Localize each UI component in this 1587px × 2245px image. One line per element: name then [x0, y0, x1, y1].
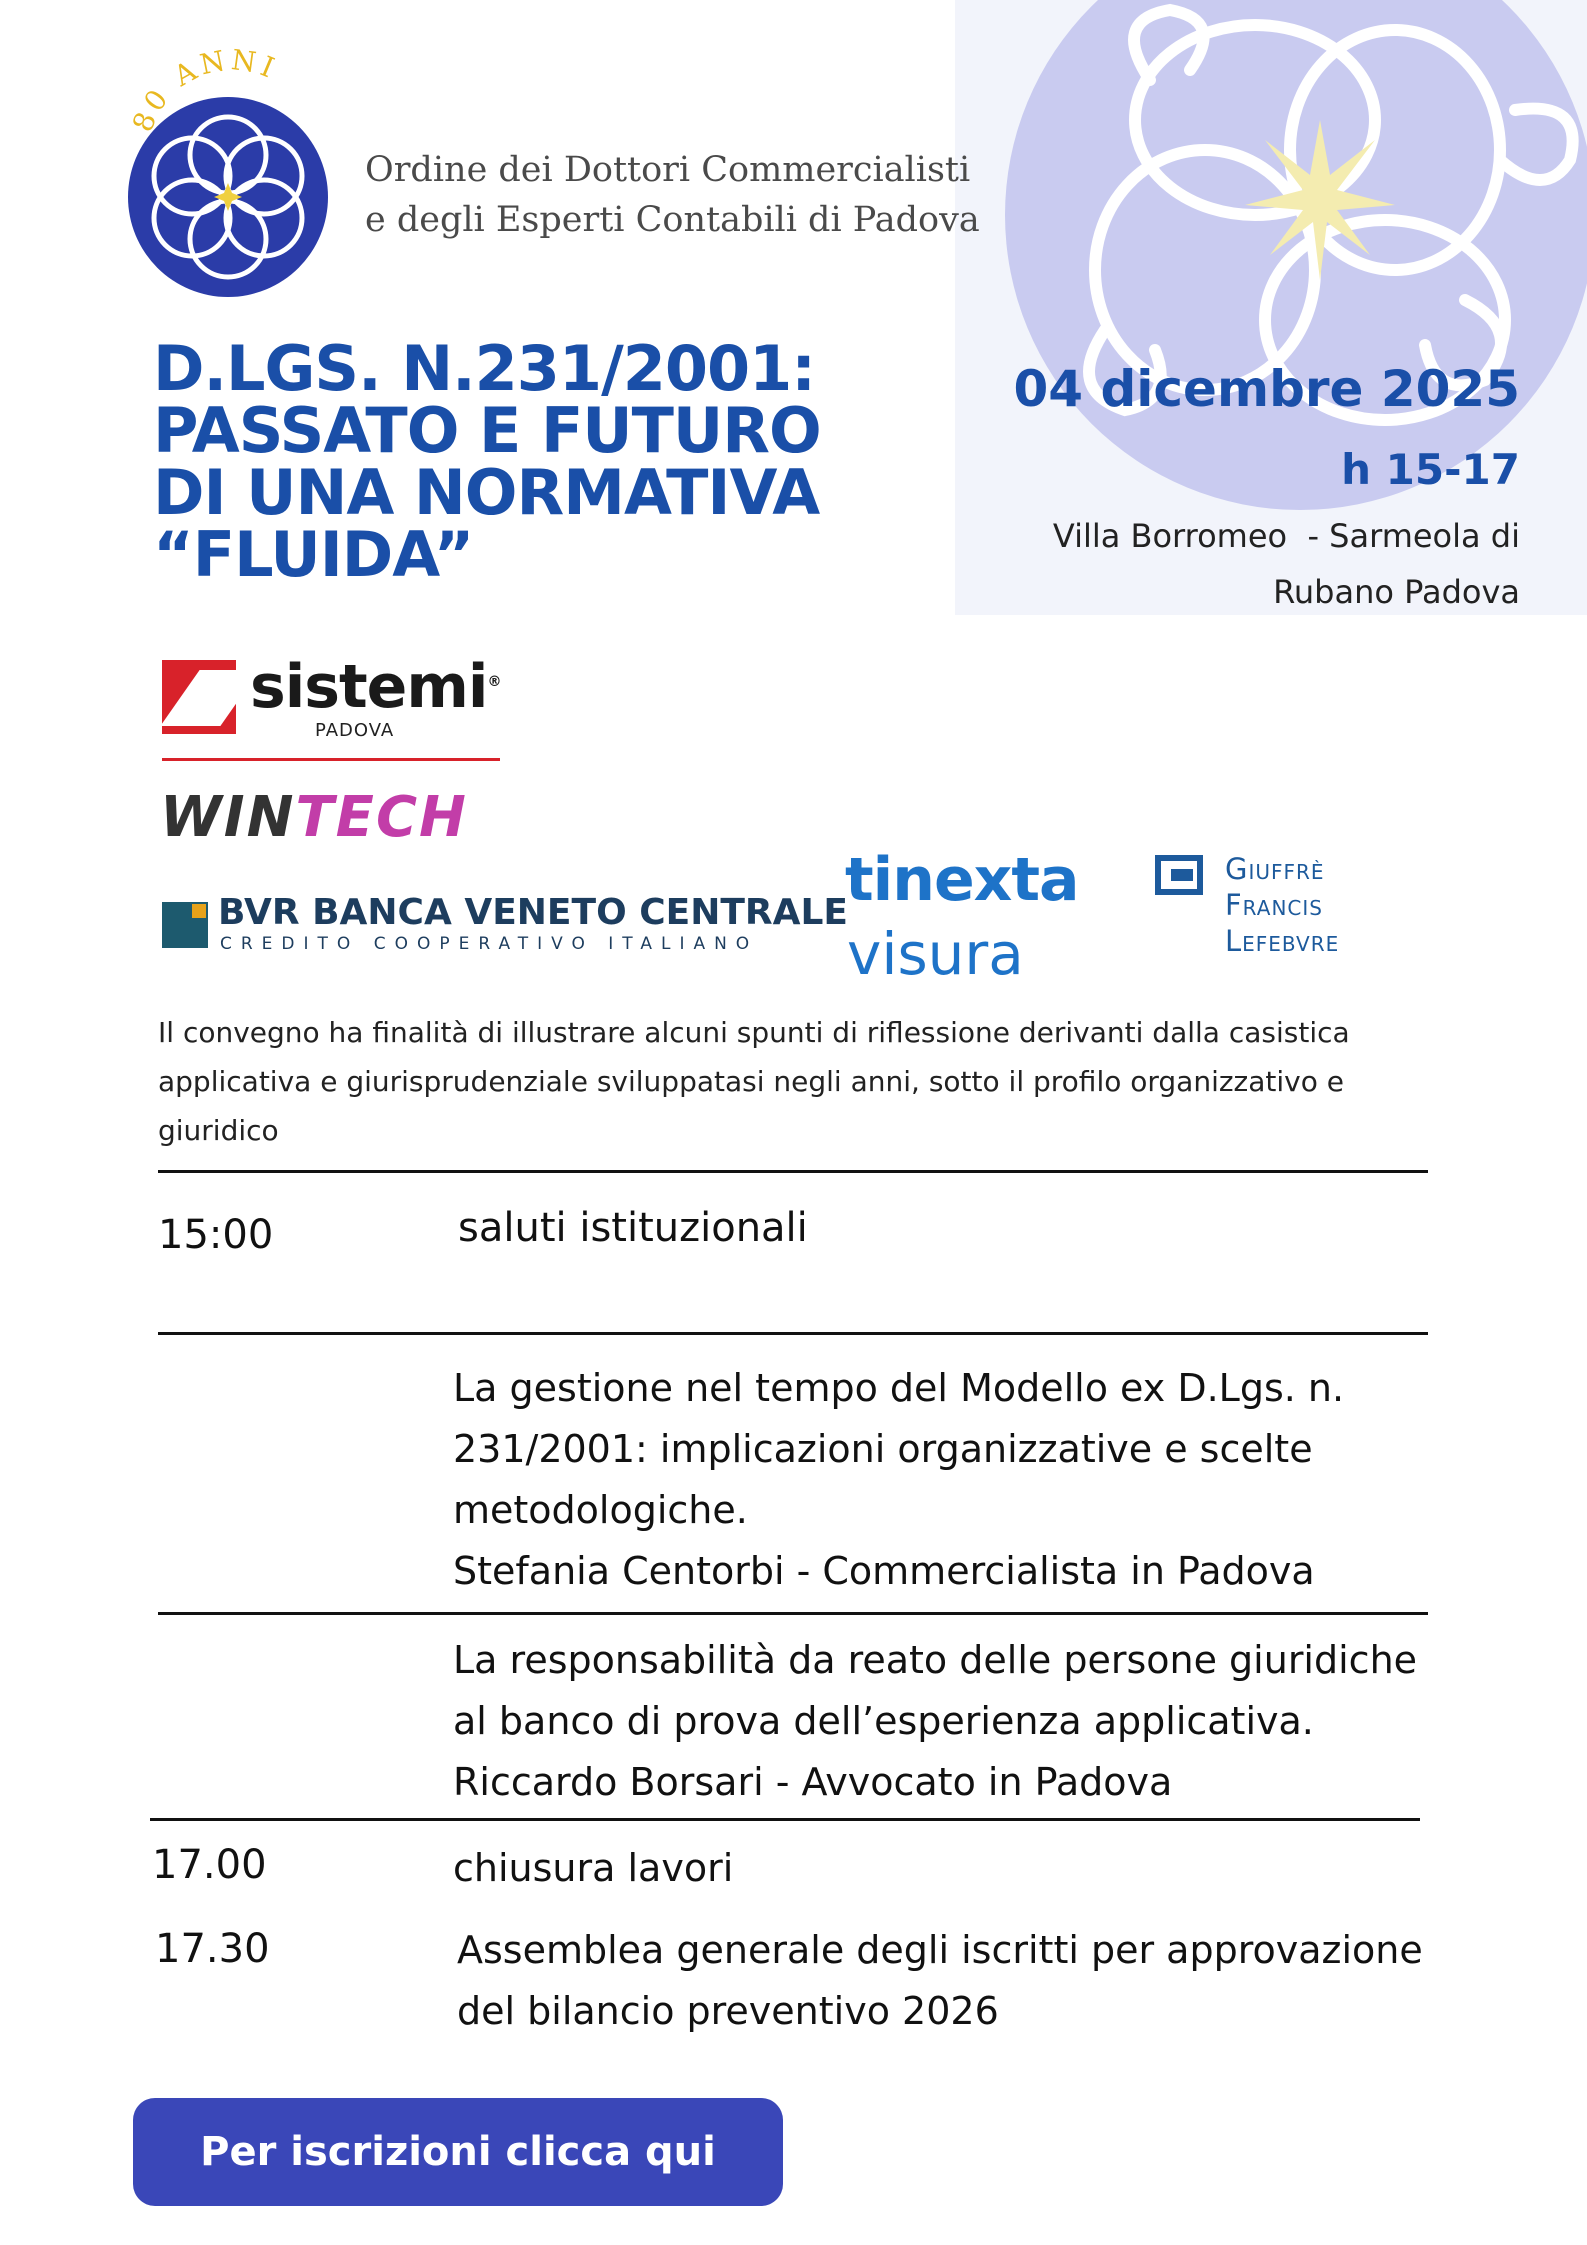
agenda-text-4-line: chiusura lavori [453, 1846, 734, 1890]
sponsor-bvr-logo [162, 892, 849, 960]
agenda-divider [158, 1332, 1428, 1335]
event-venue-line-2: Rubano Padova [1273, 573, 1520, 611]
agenda-divider [158, 1612, 1428, 1615]
agenda-text-2 [453, 1358, 1344, 1602]
agenda-text-2-line-4: Stefania Centorbi - Commercialista in Padova [453, 1549, 1315, 1593]
sistemi-registered-mark: ® [487, 674, 501, 690]
agenda-text-2-line-3: metodologiche. [453, 1488, 748, 1532]
bvr-main: BVR BANCA VENETO CENTRALE [218, 892, 849, 933]
event-title-line-4: “FLUIDA” [153, 518, 474, 591]
wintech-part-1: WIN [160, 785, 296, 850]
agenda-text-5-line-2: del bilancio preventivo 2026 [457, 1989, 999, 2033]
gfl-wordmark [1225, 851, 1339, 959]
sponsor-gfl-logo [1155, 852, 1395, 965]
register-button[interactable]: Per iscrizioni clicca qui [133, 2098, 783, 2206]
event-title [153, 332, 913, 591]
intro-text: Il convegno ha finalità di illustrare alcuni spunti di riflessione derivanti dalla casistica applicativa e giurisprudenziale sviluppatasi negli anni, sotto il profilo organizzativo e giuridico [158, 1016, 1350, 1147]
sponsor-sistemi-logo [160, 652, 501, 768]
org-emblem-icon [118, 45, 338, 305]
agenda-text-2-line-1: La gestione nel tempo del Modello ex D.Lgs. n. [453, 1366, 1345, 1410]
sistemi-rule [162, 758, 500, 761]
bvr-sub: CREDITO COOPERATIVO ITALIANO [220, 934, 759, 954]
agenda-time-1: 15:00 [158, 1212, 274, 1258]
event-venue-line-1: Villa Borromeo - Sarmeola di [1052, 517, 1520, 555]
agenda-time-5: 17.30 [155, 1926, 270, 1972]
event-date: 04 dicembre 2025 [1013, 360, 1520, 418]
gfl-mark-icon [1155, 855, 1203, 895]
org-name-line-1: Ordine dei Dottori Commercialisti [365, 150, 971, 190]
sistemi-wordmark-text: sistemi [250, 652, 488, 722]
org-logo [118, 45, 338, 305]
agenda-text-3-line-2: al banco di prova dell’esperienza applicativa. [453, 1699, 1314, 1743]
org-name-line-2: e degli Esperti Contabili di Padova [365, 200, 980, 240]
event-time: h 15-17 [1341, 445, 1520, 494]
agenda-text-4 [453, 1838, 733, 1899]
sistemi-mark-icon [162, 660, 236, 734]
sponsor-tinexta-logo: tinexta [845, 845, 1079, 915]
sistemi-sub: PADOVA [315, 720, 395, 741]
event-venue [960, 508, 1520, 620]
agenda-divider [158, 1170, 1428, 1173]
org-name [365, 145, 980, 245]
agenda-text-5-line-1: Assemblea generale degli iscritti per approvazione [457, 1928, 1423, 1972]
bvr-mark-icon [162, 902, 208, 948]
event-title-line-3: DI UNA NORMATIVA [153, 456, 820, 529]
anniversary-label: 80 ANNI [125, 45, 283, 137]
agenda-time-4: 17.00 [152, 1842, 267, 1888]
agenda-text-1-line: saluti istituzionali [458, 1205, 808, 1251]
gfl-line-3: Lefebvre [1225, 924, 1340, 958]
event-title-line-2: PASSATO E FUTURO [153, 394, 821, 467]
agenda-text-5 [457, 1920, 1423, 2042]
agenda-divider [150, 1818, 1420, 1821]
sponsor-visura-logo: visura [847, 920, 1024, 988]
wintech-part-2: TECH [295, 785, 468, 850]
gfl-line-2: Francis [1225, 888, 1323, 922]
event-title-line-1: D.LGS. N.231/2001: [153, 332, 816, 405]
agenda-text-3-line-1: La responsabilità da reato delle persone giuridiche [453, 1638, 1418, 1682]
agenda-text-3 [453, 1630, 1417, 1813]
gfl-line-1: Giuffrè [1225, 852, 1325, 886]
sistemi-wordmark [250, 652, 500, 722]
agenda-text-2-line-2: 231/2001: implicazioni organizzative e scelte [453, 1427, 1313, 1471]
agenda-text-3-line-3: Riccardo Borsari - Avvocato in Padova [453, 1760, 1173, 1804]
sponsor-wintech-logo [160, 785, 468, 850]
agenda-text-1 [458, 1198, 808, 1259]
